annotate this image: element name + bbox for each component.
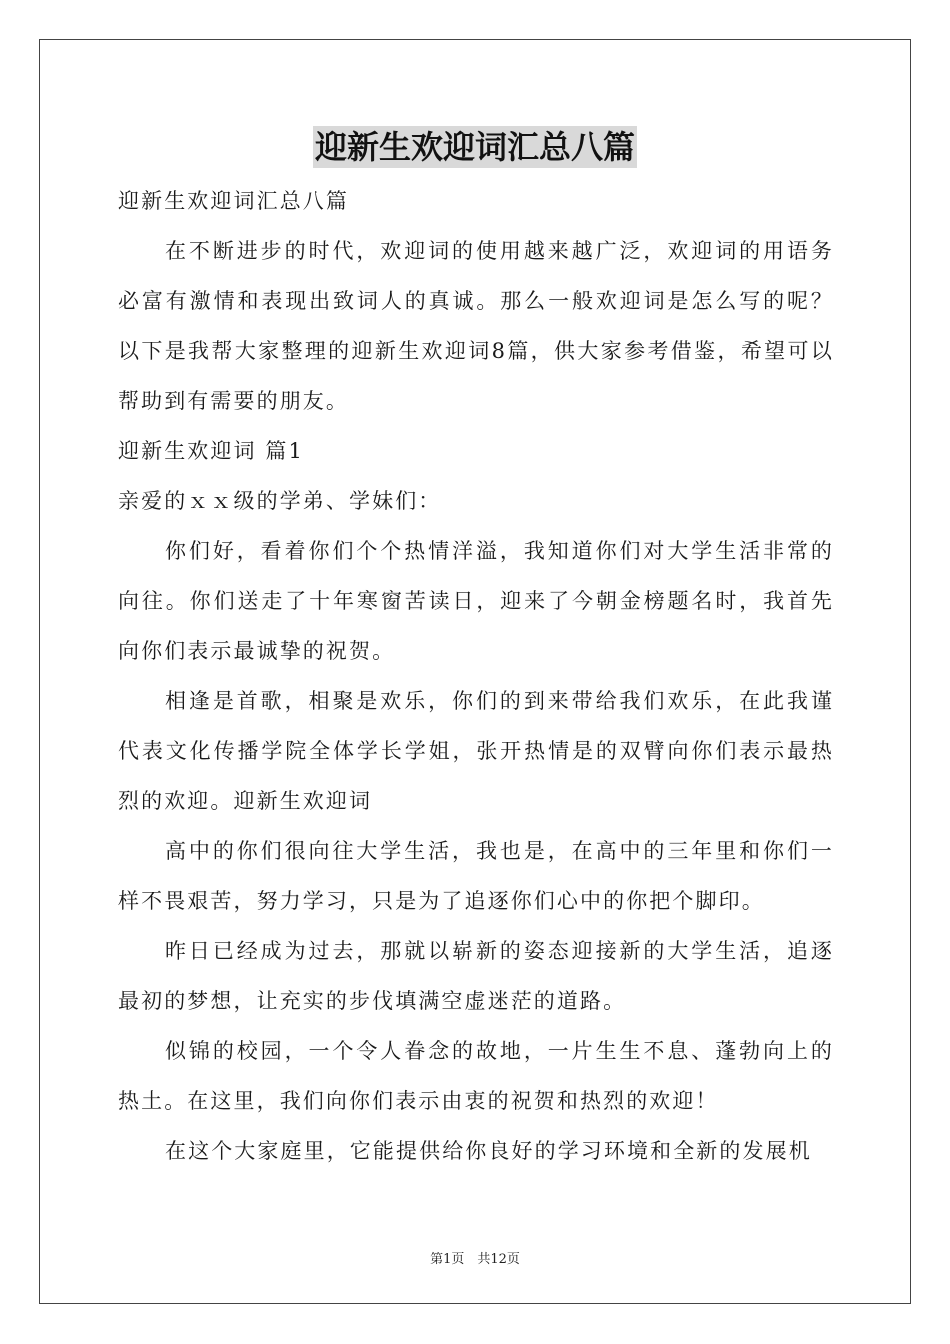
body-paragraph: 迎新生欢迎词汇总八篇 [118,189,349,213]
body-paragraph: 亲爱的ｘｘ级的学弟、学妹们： [118,489,442,513]
document-title-text: 迎新生欢迎词汇总八篇 [314,128,635,166]
page-footer: 第1页 共12页 [430,1252,520,1267]
document-body [118,176,834,1176]
body-paragraph: 昨日已经成为过去，那就以崭新的姿态迎接新的大学生活，追逐最初的梦想，让充实的步伐填满空虚迷茫的道路。 [118,939,834,1013]
document-title [0,126,950,168]
body-paragraph: 相逢是首歌，相聚是欢乐，你们的到来带给我们欢乐，在此我谨代表文化传播学院全体学长学姐，张开热情是的双臂向你们表示最热烈的欢迎。迎新生欢迎词 [118,689,834,813]
body-paragraph: 高中的你们很向往大学生活，我也是，在高中的三年里和你们一样不畏艰苦，努力学习，只是为了追逐你们心中的你把个脚印。 [118,839,834,913]
body-paragraph: 你们好，看着你们个个热情洋溢，我知道你们对大学生活非常的向往。你们送走了十年寒窗苦读日，迎来了今朝金榜题名时，我首先向你们表示最诚挚的祝贺。 [118,539,834,663]
body-paragraph: 在这个大家庭里，它能提供给你良好的学习环境和全新的发展机 [165,1139,812,1163]
body-paragraph: 在不断进步的时代，欢迎词的使用越来越广泛，欢迎词的用语务必富有激情和表现出致词人的真诚。那么一般欢迎词是怎么写的呢？以下是我帮大家整理的迎新生欢迎词8篇，供大家参考借鉴，希望可以帮助到有需要的朋友。 [118,239,834,413]
body-paragraph: 迎新生欢迎词 篇1 [118,439,304,463]
body-paragraph: 似锦的校园，一个令人眷念的故地，一片生生不息、蓬勃向上的热土。在这里，我们向你们表示由衷的祝贺和热烈的欢迎！ [118,1039,834,1113]
